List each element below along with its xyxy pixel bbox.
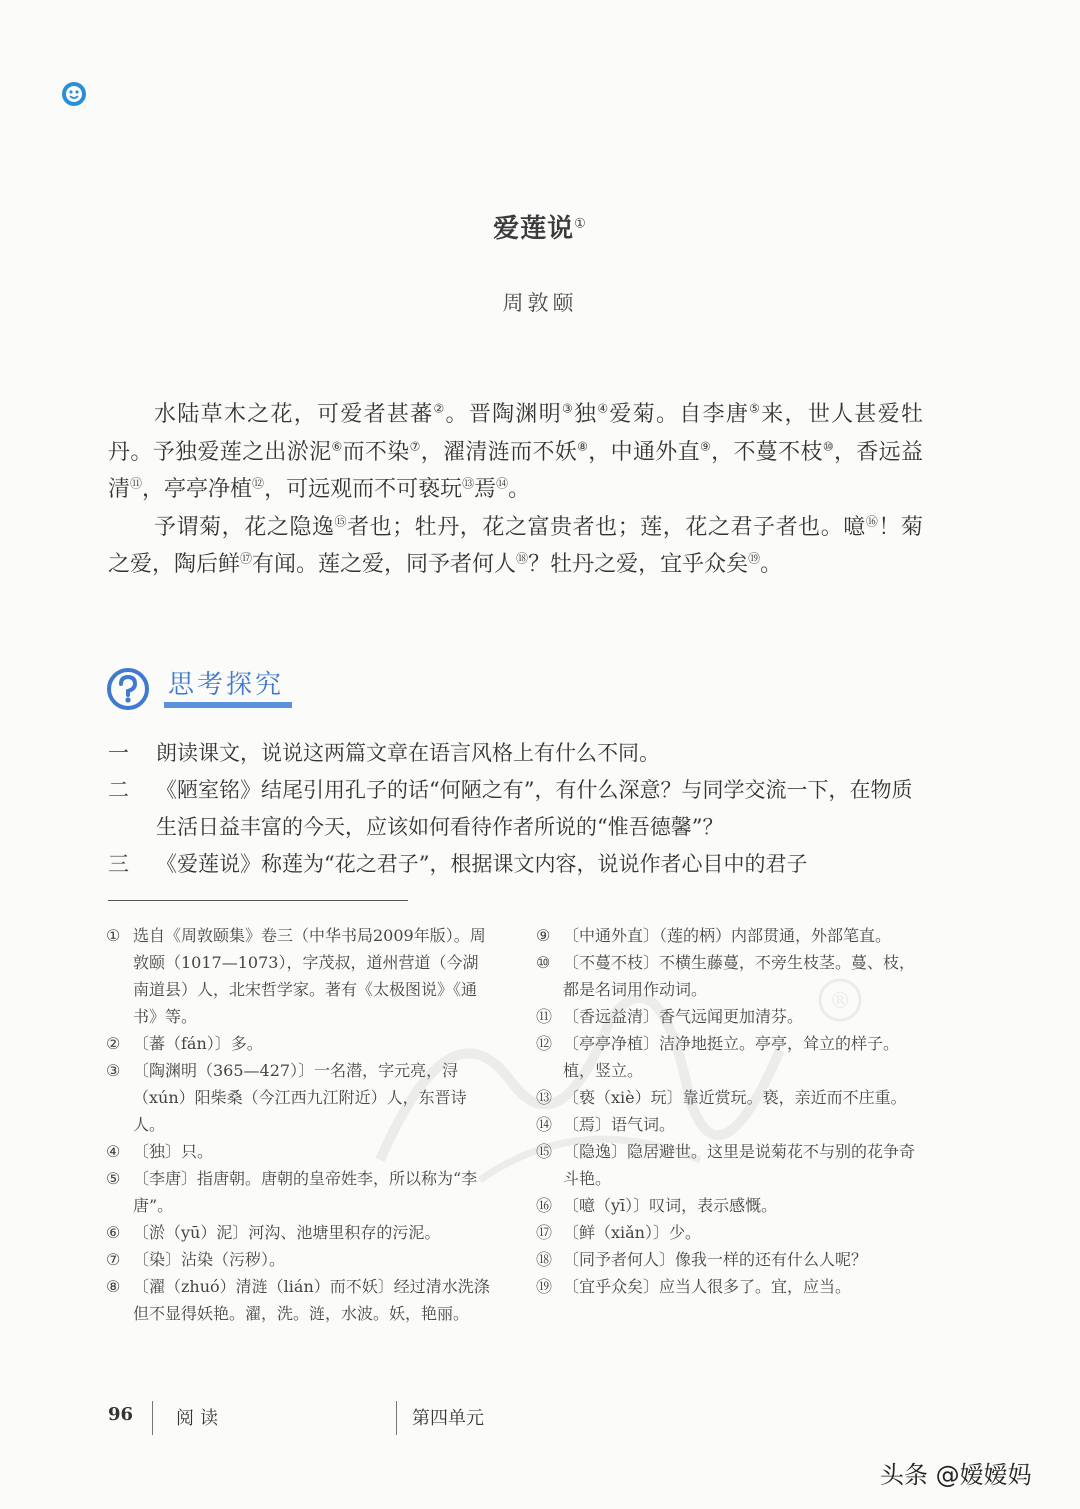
footnote bbox=[536, 1003, 924, 1030]
footnote bbox=[106, 1273, 494, 1327]
footnote bbox=[536, 922, 924, 949]
paragraph-1 bbox=[108, 396, 923, 509]
notes-divider bbox=[108, 900, 408, 901]
footnote-number: ④ bbox=[106, 1142, 121, 1161]
section-title: 思考探究 bbox=[168, 670, 285, 700]
footnote-number: ⑤ bbox=[106, 1169, 121, 1188]
note-marker: ⑩ bbox=[822, 439, 834, 454]
footnote-number: ⑭ bbox=[536, 1115, 553, 1134]
text-run: 。 bbox=[760, 552, 783, 577]
note-marker: ③ bbox=[562, 401, 575, 416]
text-run: 予谓菊，花之隐逸 bbox=[154, 514, 335, 540]
footnote-number: ⑧ bbox=[106, 1277, 121, 1296]
footer-separator bbox=[396, 1401, 397, 1435]
footnotes-right bbox=[536, 922, 924, 1300]
footnote-text: 〔不蔓不枝〕不横生藤蔓，不旁生枝茎。蔓、枝，都是名词用作动词。 bbox=[563, 953, 916, 999]
footnote-text: 〔噫（yī）〕叹词，表示感慨。 bbox=[563, 1196, 778, 1215]
footnote-number: ⑦ bbox=[106, 1250, 121, 1269]
footnote-text: 〔同予者何人〕像我一样的还有什么人呢？ bbox=[563, 1250, 868, 1269]
footnote bbox=[536, 949, 924, 1003]
note-marker: ⑥ bbox=[331, 439, 343, 454]
footnote bbox=[536, 1138, 924, 1192]
footnote-text: 〔宜乎众矣〕应当人很多了。宜，应当。 bbox=[563, 1277, 852, 1296]
question-icon bbox=[106, 667, 150, 711]
note-marker: ⑲ bbox=[748, 551, 761, 566]
text-run: ！菊之爱，陶后鲜 bbox=[108, 514, 923, 577]
text-run: ，濯清涟而不妖 bbox=[420, 439, 578, 465]
footnote-number: ⑥ bbox=[106, 1223, 121, 1242]
main-text bbox=[108, 396, 923, 584]
exercise-number: 一 bbox=[108, 741, 129, 765]
footnote bbox=[536, 1192, 924, 1219]
footnote bbox=[106, 1138, 494, 1165]
footnote bbox=[536, 1219, 924, 1246]
paragraph-2 bbox=[108, 509, 923, 584]
note-marker: ⑭ bbox=[496, 476, 509, 491]
note-marker: ⑧ bbox=[577, 439, 589, 454]
footnote-number: ⑩ bbox=[536, 953, 551, 972]
text-run: ，中通外直 bbox=[588, 439, 700, 465]
footer-section: 阅读 bbox=[176, 1408, 224, 1429]
footer-separator bbox=[152, 1401, 153, 1435]
smiley-badge-icon bbox=[61, 81, 87, 107]
text-run: ？牡丹之爱，宜乎众矣 bbox=[528, 552, 749, 577]
footnote bbox=[536, 1246, 924, 1273]
footnote-text: 〔李唐〕指唐朝。唐朝的皇帝姓李，所以称为“李唐”。 bbox=[133, 1169, 478, 1215]
footnote-text: 〔隐逸〕隐居避世。这里是说菊花不与别的花争奇斗艳。 bbox=[563, 1142, 916, 1188]
exercise-text: 《爱莲说》称莲为“花之君子”，根据课文内容，说说作者心目中的君子 bbox=[156, 852, 808, 876]
note-marker: ④ bbox=[597, 401, 610, 416]
footnote-text: 〔淤（yū）泥〕河沟、池塘里积存的污泥。 bbox=[133, 1223, 441, 1242]
footnote-number: ⑯ bbox=[536, 1196, 553, 1215]
text-run: ，可远观而不可亵玩 bbox=[264, 477, 463, 502]
footnote-text: 〔中通外直〕（莲的柄）内部贯通，外部笔直。 bbox=[563, 926, 892, 945]
exercise-number: 二 bbox=[108, 778, 129, 802]
note-marker: ⑰ bbox=[240, 551, 253, 566]
footnote-number: ⑪ bbox=[536, 1007, 553, 1026]
footnote-text: 〔焉〕语气词。 bbox=[563, 1115, 676, 1134]
footnote-text: 〔亵（xiè）玩〕靠近赏玩。亵，亲近而不庄重。 bbox=[563, 1088, 907, 1107]
note-marker: ⑯ bbox=[865, 514, 879, 529]
text-run: 来，世人甚爱牡丹。予独爱莲之出淤泥 bbox=[108, 402, 923, 465]
text-run: ，香远益清 bbox=[108, 439, 923, 502]
footnote bbox=[106, 1057, 494, 1138]
exercise-item bbox=[108, 846, 923, 883]
footnote bbox=[106, 1219, 494, 1246]
footnote-text: 〔鲜（xiǎn）〕少。 bbox=[563, 1223, 701, 1242]
footnote-number: ① bbox=[106, 926, 121, 945]
exercise-number: 三 bbox=[108, 852, 129, 876]
footnote-text: 选自《周敦颐集》卷三（中华书局2009年版）。周敦颐（1017—1073），字茂叔，道州营道（今湖南道县）人，北宋哲学家。著有《太极图说》《通书》等。 bbox=[133, 926, 486, 1026]
footnote bbox=[106, 1030, 494, 1057]
footnote-text: 〔亭亭净植〕洁净地挺立。亭亭，耸立的样子。植，竖立。 bbox=[563, 1034, 900, 1080]
section-heading bbox=[106, 664, 296, 714]
footnote-number: ⑬ bbox=[536, 1088, 553, 1107]
text-run: 有闻。莲之爱，同予者何人 bbox=[252, 552, 517, 577]
footnote-number: ⑨ bbox=[536, 926, 551, 945]
note-marker: ⑪ bbox=[130, 476, 143, 491]
text-run: 水陆草木之花，可爱者甚蕃 bbox=[154, 402, 434, 427]
footnote-number: ② bbox=[106, 1034, 121, 1053]
note-marker: ⑮ bbox=[334, 514, 348, 529]
page-title: 爱莲说① bbox=[493, 214, 587, 244]
exercise-item bbox=[108, 772, 923, 846]
footnote-number: ⑫ bbox=[536, 1034, 553, 1053]
footnotes-left bbox=[106, 922, 494, 1327]
note-marker: ⑫ bbox=[252, 476, 265, 491]
exercise-item bbox=[108, 735, 923, 772]
footnote bbox=[536, 1030, 924, 1084]
footnote bbox=[106, 922, 494, 1030]
footnote bbox=[106, 1246, 494, 1273]
note-marker: ⑤ bbox=[749, 401, 762, 416]
footnote-number: ⑱ bbox=[536, 1250, 553, 1269]
footnote-number: ③ bbox=[106, 1061, 121, 1080]
note-marker: ② bbox=[433, 401, 446, 416]
text-run: 独 bbox=[574, 402, 598, 427]
text-run: ，不蔓不枝 bbox=[711, 439, 823, 465]
footnote-number: ⑲ bbox=[536, 1277, 553, 1296]
footnote bbox=[536, 1084, 924, 1111]
note-marker: ⑦ bbox=[409, 439, 421, 454]
exercise-text: 《陋室铭》结尾引用孔子的话“何陋之有”，有什么深意？与同学交流一下，在物质生活日益丰富的今天，应该如何看待作者所说的“惟吾德馨”？ bbox=[156, 778, 913, 839]
source-credit: 头条 @嫒嫒妈 bbox=[880, 1461, 1032, 1489]
exercise-list bbox=[108, 735, 923, 883]
text-run: 。晋陶渊明 bbox=[445, 402, 562, 427]
text-run: ，亭亭净植 bbox=[142, 477, 253, 502]
text-run: 者也；牡丹，花之富贵者也；莲，花之君子者也。噫 bbox=[347, 514, 866, 540]
registered-mark: ® bbox=[829, 989, 851, 1014]
author-name: 周敦颐 bbox=[502, 291, 578, 315]
exercise-text: 朗读课文，说说这两篇文章在语言风格上有什么不同。 bbox=[156, 741, 660, 765]
section-underline bbox=[164, 702, 292, 708]
page-number: 96 bbox=[108, 1404, 134, 1425]
text-run: 焉 bbox=[474, 477, 497, 502]
note-marker: ⑱ bbox=[516, 551, 529, 566]
note-marker: ⑬ bbox=[462, 476, 475, 491]
footnote-text: 〔染〕沾染（污秽）。 bbox=[133, 1250, 286, 1269]
footnote bbox=[536, 1111, 924, 1138]
footnote-number: ⑰ bbox=[536, 1223, 553, 1242]
footnote bbox=[106, 1165, 494, 1219]
footnote-text: 〔蕃（fán）〕多。 bbox=[133, 1034, 263, 1053]
text-run: 爱菊。自李唐 bbox=[609, 402, 750, 427]
note-marker: ⑨ bbox=[699, 439, 712, 454]
footnote-text: 〔香远益清〕香气远闻更加清芬。 bbox=[563, 1007, 804, 1026]
footer-unit: 第四单元 bbox=[412, 1408, 484, 1429]
text-run: 。 bbox=[508, 477, 531, 502]
footnote-text: 〔陶渊明（365—427）〕一名潜，字元亮，浔（xún）阳柴桑（今江西九江附近）人，东晋诗人。 bbox=[133, 1061, 467, 1134]
footnote-text: 〔独〕只。 bbox=[133, 1142, 214, 1161]
footnote bbox=[536, 1273, 924, 1300]
footnote-number: ⑮ bbox=[536, 1142, 553, 1161]
footnote-text: 〔濯（zhuó）清涟（lián）而不妖〕经过清水洗涤但不显得妖艳。濯，洗。涟，水波。妖，艳丽。 bbox=[133, 1277, 490, 1323]
text-run: 而不染 bbox=[342, 439, 410, 465]
